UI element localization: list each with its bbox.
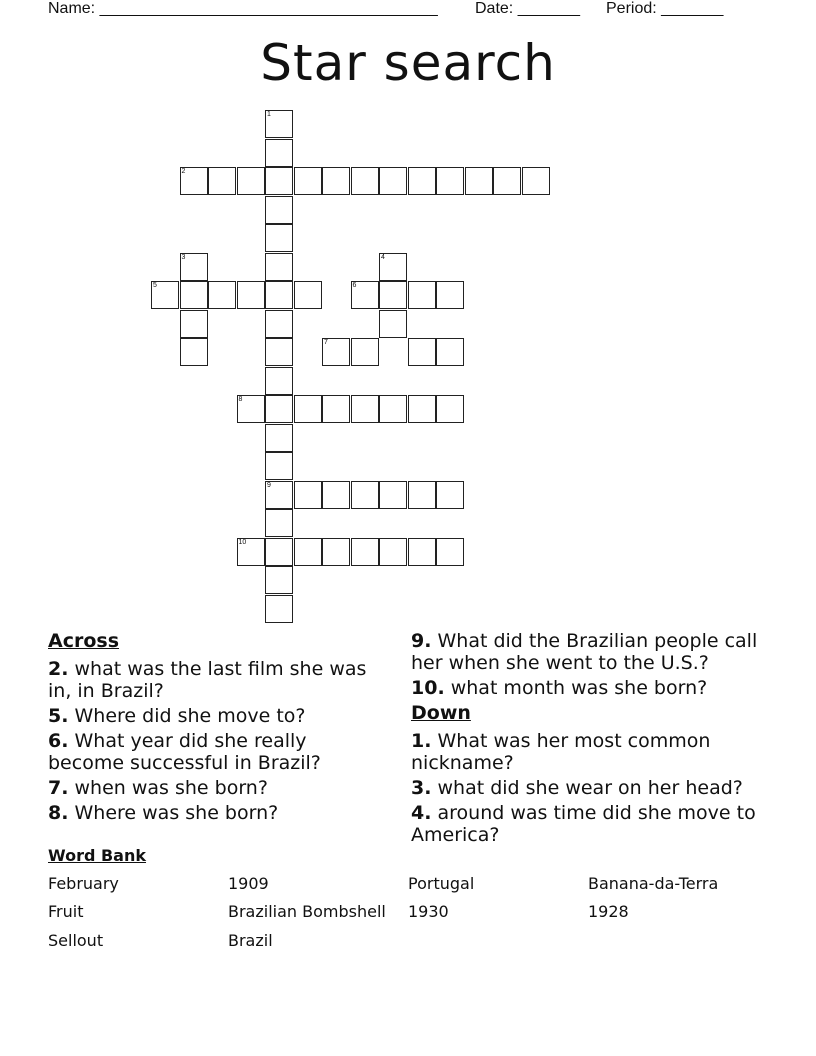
crossword-cell[interactable] (322, 338, 350, 366)
crossword-cell[interactable] (322, 395, 350, 423)
period-field[interactable]: Period: _______ (606, 0, 724, 17)
crossword-cell[interactable] (237, 281, 265, 309)
crossword-cell[interactable] (379, 281, 407, 309)
crossword-cell[interactable] (379, 395, 407, 423)
crossword-cell[interactable] (436, 281, 464, 309)
crossword-cell[interactable] (351, 538, 379, 566)
crossword-cell[interactable] (237, 395, 265, 423)
crossword-cell[interactable] (322, 538, 350, 566)
clue-across-9: 9. What did the Brazilian people call her when she went to the U.S.? (411, 630, 758, 674)
across-clues-continued (411, 630, 771, 849)
clue-across-5: 5. Where did she move to? (48, 705, 306, 727)
crossword-cell[interactable] (294, 167, 322, 195)
clue-number: 7 (324, 339, 328, 346)
word-bank-item: February (48, 874, 119, 893)
clue-across-2: 2. what was the last film she was in, in Brazil? (48, 658, 367, 702)
crossword-cell[interactable] (265, 139, 293, 167)
crossword-cell[interactable] (265, 595, 293, 623)
clue-number: 10 (238, 538, 247, 546)
crossword-cell[interactable] (351, 167, 379, 195)
crossword-cell[interactable] (436, 338, 464, 366)
crossword-cell[interactable] (180, 281, 208, 309)
crossword-cell[interactable] (180, 253, 208, 281)
crossword-cell[interactable] (180, 338, 208, 366)
crossword-cell[interactable] (294, 281, 322, 309)
crossword-cell[interactable] (408, 167, 436, 195)
word-bank-item: 1928 (588, 902, 629, 921)
clue-number: 6 (352, 282, 357, 289)
crossword-cell[interactable] (237, 167, 265, 195)
crossword-cell[interactable] (351, 481, 379, 509)
crossword-cell[interactable] (436, 538, 464, 566)
crossword-cell[interactable] (265, 310, 293, 338)
date-field[interactable]: Date: _______ (475, 0, 580, 17)
clue-number: 2 (181, 168, 186, 175)
crossword-cell[interactable] (351, 281, 379, 309)
crossword-cell[interactable] (322, 167, 350, 195)
crossword-cell[interactable] (265, 196, 293, 224)
clue-number: 3 (181, 253, 186, 261)
crossword-cell[interactable] (436, 481, 464, 509)
clue-across-8: 8. Where was she born? (48, 802, 279, 824)
crossword-cell[interactable] (408, 395, 436, 423)
crossword-cell[interactable] (408, 538, 436, 566)
crossword-cell[interactable] (408, 281, 436, 309)
word-bank-item: Banana-da-Terra (588, 874, 719, 893)
clue-down-3: 3. what did she wear on her head? (411, 777, 743, 799)
crossword-cell[interactable] (379, 253, 407, 281)
crossword-cell[interactable] (379, 481, 407, 509)
clue-number: 8 (238, 396, 243, 403)
crossword-cell[interactable] (265, 538, 293, 566)
crossword-cell[interactable] (379, 310, 407, 338)
crossword-cell[interactable] (351, 338, 379, 366)
crossword-cell[interactable] (294, 538, 322, 566)
clue-across-10: 10. what month was she born? (411, 677, 708, 699)
word-bank-item: 1930 (408, 902, 449, 921)
across-clues (48, 630, 388, 827)
word-bank-item: Sellout (48, 931, 104, 950)
crossword-cell[interactable] (265, 566, 293, 594)
word-bank-item: Brazilian Bombshell (228, 902, 386, 921)
clue-across-7: 7. when was she born? (48, 777, 268, 799)
word-bank-title: Word Bank (48, 846, 147, 865)
crossword-cell[interactable] (265, 424, 293, 452)
crossword-cell[interactable] (180, 310, 208, 338)
crossword-cell[interactable] (265, 281, 293, 309)
crossword-cell[interactable] (180, 167, 208, 195)
clue-down-1: 1. What was her most common nickname? (411, 730, 711, 774)
crossword-cell[interactable] (265, 253, 293, 281)
crossword-cell[interactable] (265, 367, 293, 395)
crossword-cell[interactable] (465, 167, 493, 195)
crossword-cell[interactable] (265, 224, 293, 252)
word-bank-item: Brazil (228, 931, 273, 950)
page-title: Star search (260, 34, 556, 92)
crossword-cell[interactable] (322, 481, 350, 509)
word-bank-item: Portugal (408, 874, 475, 893)
crossword-cell[interactable] (237, 538, 265, 566)
down-heading: Down (411, 702, 471, 724)
clue-number: 9 (267, 481, 271, 489)
crossword-cell[interactable] (151, 281, 179, 309)
crossword-cell[interactable] (265, 110, 293, 138)
crossword-cell[interactable] (294, 481, 322, 509)
clue-number: 4 (381, 253, 385, 261)
crossword-cell[interactable] (379, 538, 407, 566)
crossword-cell[interactable] (208, 281, 236, 309)
clue-down-4: 4. around was time did she move to America? (411, 802, 756, 846)
crossword-cell[interactable] (522, 167, 550, 195)
crossword-cell[interactable] (351, 395, 379, 423)
crossword-cell[interactable] (294, 395, 322, 423)
crossword-cell[interactable] (436, 167, 464, 195)
name-field[interactable]: Name: ______________________________________ (48, 0, 438, 17)
word-bank-item: 1909 (228, 874, 269, 893)
across-heading: Across (48, 630, 120, 652)
crossword-cell[interactable] (208, 167, 236, 195)
crossword-cell[interactable] (265, 509, 293, 537)
crossword-cell[interactable] (265, 481, 293, 509)
clue-number: 5 (153, 282, 157, 289)
crossword-cell[interactable] (408, 481, 436, 509)
crossword-cell[interactable] (436, 395, 464, 423)
clue-across-6: 6. What year did she really become successful in Brazil? (48, 730, 321, 774)
crossword-cell[interactable] (408, 338, 436, 366)
crossword-cell[interactable] (265, 395, 293, 423)
crossword-cell[interactable] (379, 167, 407, 195)
crossword-cell[interactable] (265, 167, 293, 195)
word-bank-item: Fruit (48, 902, 84, 921)
crossword-cell[interactable] (265, 338, 293, 366)
clue-number: 1 (267, 111, 271, 118)
crossword-cell[interactable] (265, 452, 293, 480)
crossword-cell[interactable] (493, 167, 521, 195)
